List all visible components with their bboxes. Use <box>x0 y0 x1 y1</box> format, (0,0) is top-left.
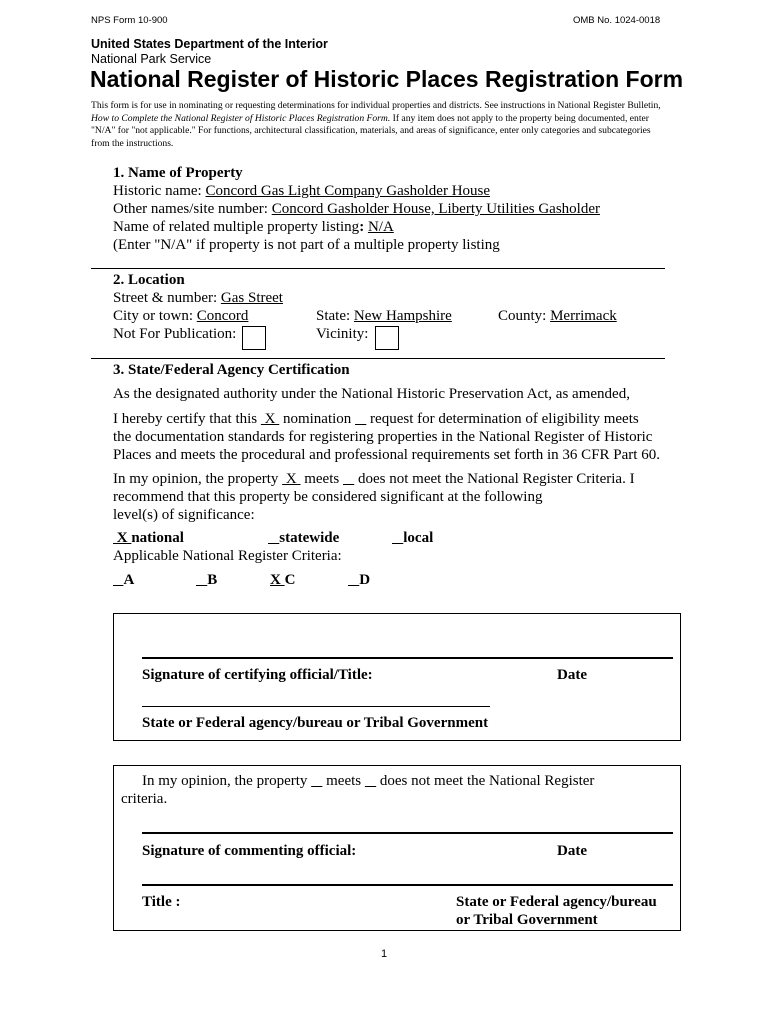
county-row <box>498 308 617 325</box>
multiple-listing-row <box>113 219 394 236</box>
section-2-heading: 2. Location <box>113 272 185 288</box>
request-mark[interactable] <box>355 411 366 427</box>
level-local-mark[interactable] <box>392 530 403 546</box>
not-for-publication-checkbox[interactable] <box>242 326 266 350</box>
state-label: State: <box>316 308 354 324</box>
multiple-listing-label: Name of related multiple property listing <box>113 219 360 235</box>
county-value[interactable]: Merrimack <box>550 308 617 324</box>
intro-text <box>91 100 691 150</box>
opinion-line-2: recommend that this property be considered significant at the following <box>113 489 543 505</box>
vicinity-label: Vicinity: <box>316 326 369 342</box>
criterion-c-label: C <box>284 572 296 588</box>
criterion-a-mark[interactable] <box>113 572 123 588</box>
opinion-paragraph <box>113 470 693 524</box>
certify-line-3: Places and meets the procedural and professional requirements set forth in 36 CFR Part 60. <box>113 447 660 463</box>
certifying-date-label: Date <box>557 667 587 683</box>
form-number: NPS Form 10-900 <box>91 15 168 26</box>
intro-line-1: This form is for use in nominating or requesting determinations for individual properties and districts. See instructions in National Register Bulletin, <box>91 100 661 111</box>
section-1-heading: 1. Name of Property <box>113 165 243 181</box>
page-number: 1 <box>381 948 388 960</box>
historic-name-row <box>113 183 490 200</box>
level-national-label: national <box>131 530 184 546</box>
opinion-text-a: In my opinion, the property <box>113 471 283 487</box>
intro-bulletin-title: How to Complete the National Register of Historic Places Registration Form. <box>91 112 391 124</box>
city-row <box>113 308 248 325</box>
criterion-b[interactable] <box>196 572 217 589</box>
intro-line-4: from the instructions. <box>91 137 174 149</box>
level-national-mark[interactable]: X <box>113 530 132 546</box>
title-line[interactable] <box>142 884 673 886</box>
state-row <box>316 308 452 325</box>
historic-name-value[interactable]: Concord Gas Light Company Gasholder House <box>205 183 491 199</box>
city-label: City or town: <box>113 308 197 324</box>
certify-paragraph <box>113 410 693 464</box>
intro-line-3: "N/A" for "not applicable." For functions, architectural classification, materials, and areas of significance, enter only categories and subcategories <box>91 125 651 137</box>
criterion-c[interactable] <box>270 572 295 589</box>
commenting-opinion-line-1 <box>142 773 594 790</box>
opinion-text-c: does not meet the National Register Criteria. I <box>354 471 635 487</box>
authority-statement: As the designated authority under the National Historic Preservation Act, as amended, <box>113 386 630 402</box>
page-title: National Register of Historic Places Registration Form <box>90 66 684 92</box>
criteria-label: Applicable National Register Criteria: <box>113 548 342 564</box>
does-not-meet-mark[interactable] <box>343 471 354 487</box>
certify-text-a: I hereby certify that this <box>113 411 261 427</box>
certify-text-b: nomination <box>279 411 356 427</box>
level-local[interactable] <box>392 530 433 547</box>
commenting-title-label: Title : <box>142 894 181 910</box>
multiple-listing-colon: : <box>359 219 368 235</box>
divider <box>91 268 665 269</box>
street-value[interactable]: Gas Street <box>220 290 283 306</box>
city-value[interactable]: Concord <box>196 308 249 324</box>
certify-line-1 <box>113 410 693 428</box>
criterion-b-label: B <box>207 572 218 588</box>
commenting-does-not-meet-mark[interactable] <box>365 773 376 789</box>
state-value[interactable]: New Hampshire <box>353 308 452 324</box>
department-name: United States Department of the Interior <box>91 37 328 51</box>
multiple-listing-note: (Enter "N/A" if property is not part of a multiple property listing <box>113 237 500 253</box>
commenting-meets-mark[interactable] <box>311 773 322 789</box>
section-3-heading: 3. State/Federal Agency Certification <box>113 362 350 378</box>
intro-line-2 <box>91 113 691 126</box>
omb-number: OMB No. 1024-0018 <box>573 15 661 26</box>
criterion-b-mark[interactable] <box>196 572 207 588</box>
historic-name-label: Historic name: <box>113 183 206 199</box>
nomination-mark[interactable]: X <box>260 411 280 427</box>
county-label: County: <box>498 308 551 324</box>
certifying-agency-label: State or Federal agency/bureau or Tribal Government <box>142 715 489 731</box>
other-names-value[interactable]: Concord Gasholder House, Liberty Utilities Gasholder <box>271 201 600 217</box>
criterion-d-label: D <box>359 572 371 588</box>
commenting-text-c: does not meet the National Register <box>376 773 595 789</box>
not-for-publication-label: Not For Publication: <box>113 326 237 342</box>
criterion-c-mark[interactable]: X <box>270 572 285 588</box>
vicinity-checkbox[interactable] <box>375 326 399 350</box>
commenting-date-label: Date <box>557 843 587 859</box>
signature-line[interactable] <box>142 657 673 659</box>
opinion-line-3: level(s) of significance: <box>113 507 255 523</box>
criterion-d-mark[interactable] <box>348 572 359 588</box>
level-local-label: local <box>403 530 434 546</box>
commenting-agency-line-1: State or Federal agency/bureau <box>456 894 657 910</box>
street-row <box>113 290 283 307</box>
certify-line-2: the documentation standards for registering properties in the National Register of Historic <box>113 429 653 445</box>
level-statewide-label: statewide <box>279 530 340 546</box>
commenting-text-a: In my opinion, the property <box>142 773 312 789</box>
other-names-label: Other names/site number: <box>113 201 272 217</box>
certify-text-c: request for determination of eligibility meets <box>366 411 639 427</box>
opinion-text-b: meets <box>300 471 343 487</box>
multiple-listing-value[interactable]: N/A <box>367 219 394 235</box>
commenting-signature-label: Signature of commenting official: <box>142 843 357 859</box>
divider <box>91 358 665 359</box>
meets-mark[interactable]: X <box>282 471 301 487</box>
street-label: Street & number: <box>113 290 221 306</box>
level-statewide[interactable] <box>268 530 339 547</box>
certifying-signature-label: Signature of certifying official/Title: <box>142 667 373 683</box>
intro-line-2-rest: If any item does not apply to the property being documented, enter <box>390 112 649 124</box>
commenting-text-b: meets <box>322 773 365 789</box>
level-national[interactable] <box>113 530 184 547</box>
opinion-line-1 <box>113 470 693 488</box>
commenting-agency-line-2: or Tribal Government <box>456 912 598 928</box>
other-names-row <box>113 201 600 218</box>
criterion-a[interactable] <box>113 572 134 589</box>
service-name: National Park Service <box>91 52 212 66</box>
signature-line[interactable] <box>142 832 673 834</box>
criterion-d[interactable] <box>348 572 370 589</box>
commenting-opinion-line-2: criteria. <box>121 791 168 807</box>
criterion-a-label: A <box>123 572 135 588</box>
agency-line[interactable] <box>142 706 490 707</box>
level-statewide-mark[interactable] <box>268 530 279 546</box>
